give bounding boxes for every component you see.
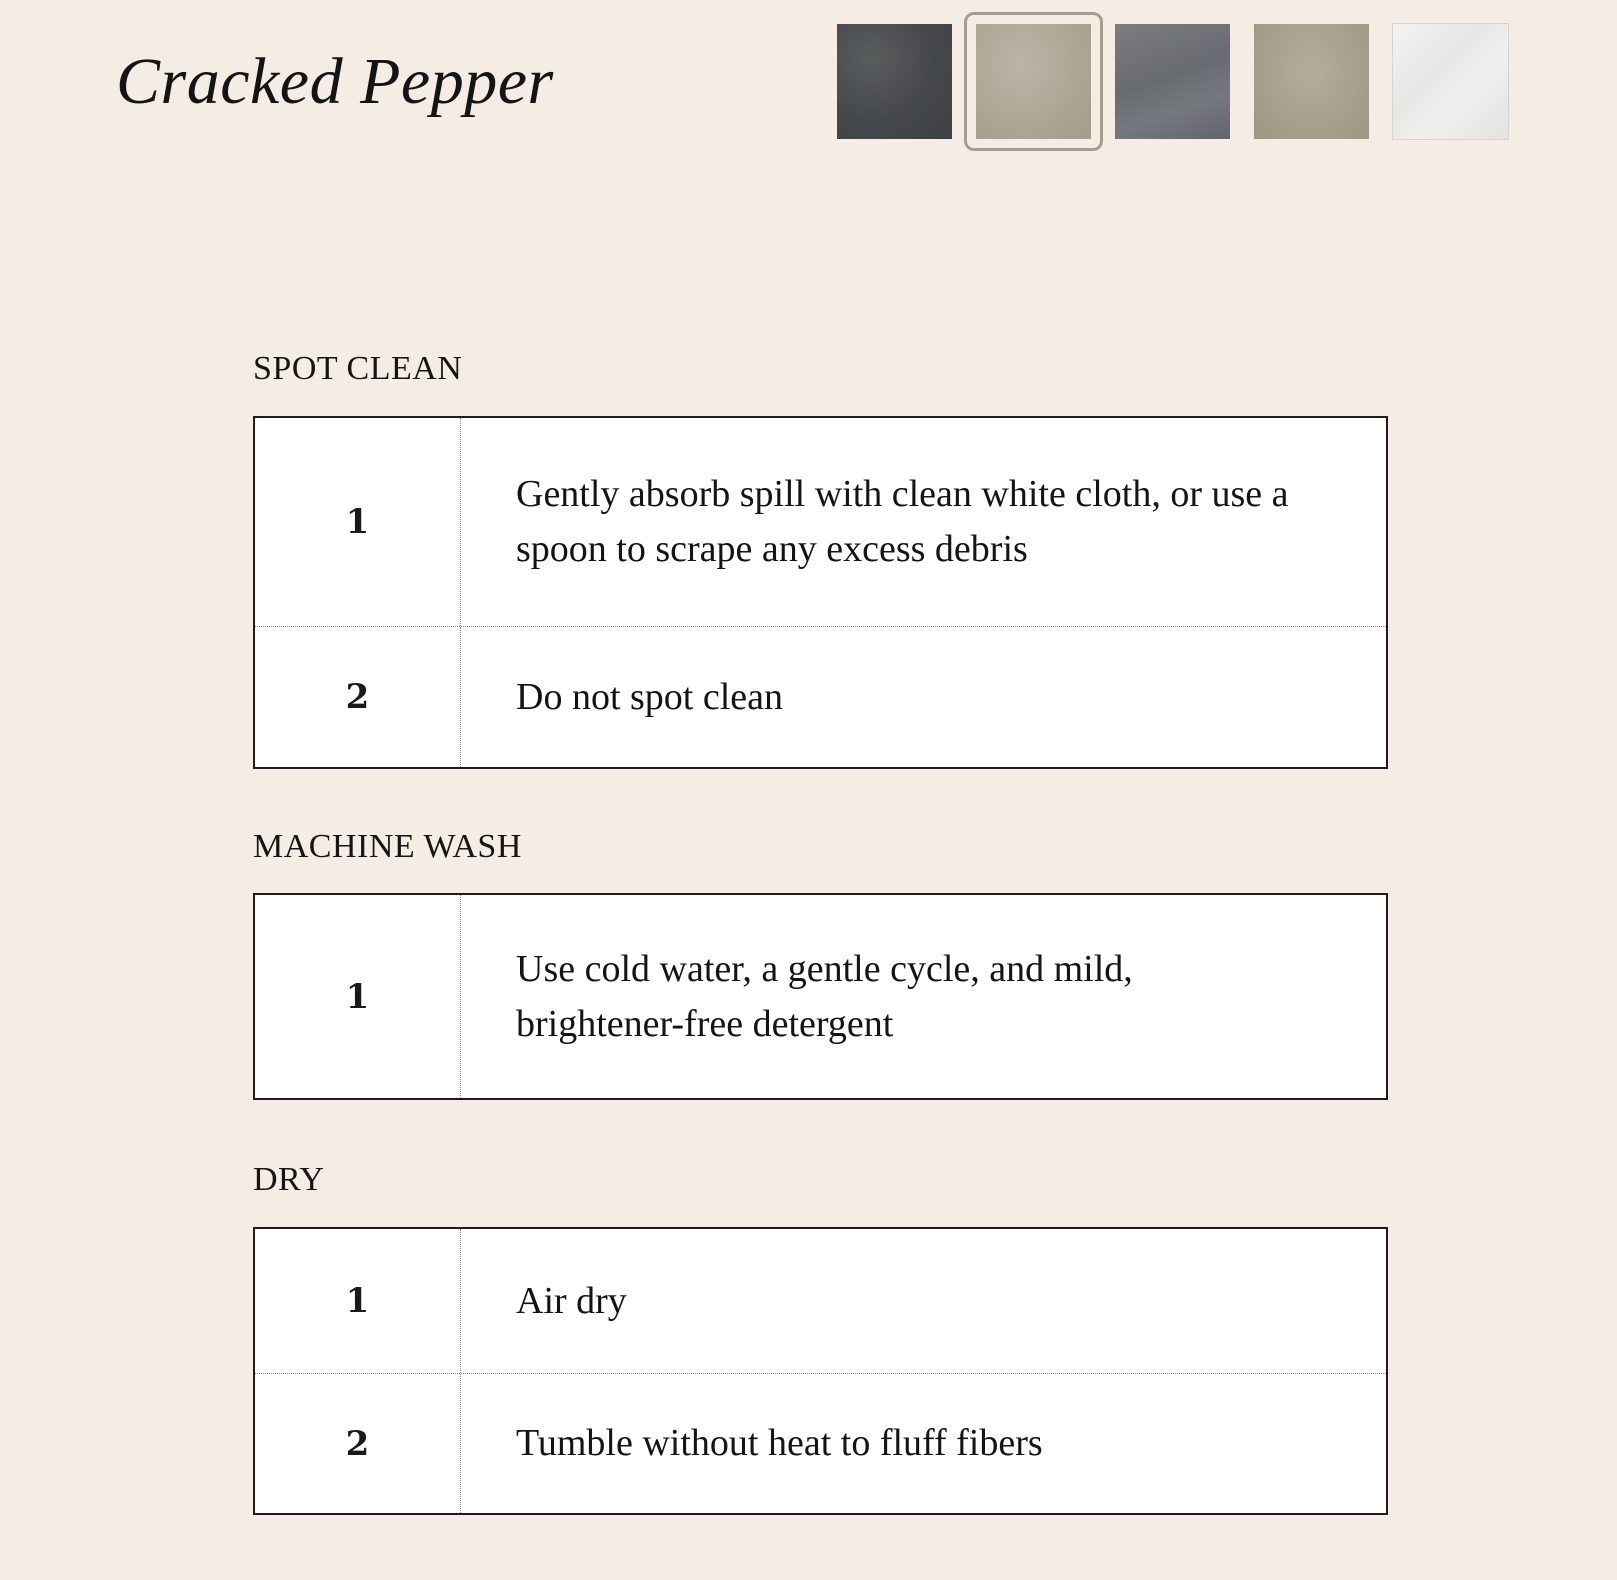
- section-spot-clean: [253, 350, 1388, 770]
- swatch-fill: [1393, 24, 1508, 139]
- step-text: Tumble without heat to fluff fibers: [516, 1422, 1043, 1464]
- step-row: [255, 1373, 1386, 1513]
- step-number: 1: [255, 1229, 461, 1373]
- section-heading: MACHINE WASH: [253, 828, 522, 865]
- product-title: Cracked Pepper: [116, 45, 554, 118]
- steps-table: [253, 416, 1388, 769]
- step-text: Air dry: [516, 1279, 627, 1322]
- swatch-fill: [976, 24, 1091, 139]
- swatch-cracked-pepper[interactable]: [976, 24, 1091, 139]
- step-row: [255, 895, 1386, 1098]
- step-text: Use cold water, a gentle cycle, and mild, brightener-free detergent: [516, 947, 1133, 1045]
- steps-table: [253, 1227, 1388, 1515]
- swatch-slate[interactable]: [1115, 24, 1230, 139]
- step-text: Do not spot clean: [516, 675, 784, 718]
- step-row: [255, 1229, 1386, 1373]
- step-number: 2: [255, 627, 461, 767]
- section-machine-wash: [253, 828, 1388, 1100]
- swatch-flax[interactable]: [1254, 24, 1369, 139]
- section-heading: SPOT CLEAN: [253, 350, 463, 387]
- step-number: 2: [255, 1374, 461, 1513]
- section-heading: DRY: [253, 1161, 325, 1198]
- step-number: 1: [255, 418, 461, 626]
- step-text: Gently absorb spill with clean white cloth, or use a spoon to scrape any excess debris: [516, 473, 1289, 570]
- step-row: [255, 418, 1386, 626]
- swatch-fill: [1115, 24, 1230, 139]
- color-swatches: [0, 0, 1617, 160]
- section-dry: [253, 1161, 1388, 1516]
- steps-table: [253, 893, 1388, 1100]
- step-row: [255, 626, 1386, 767]
- step-number: 1: [255, 895, 461, 1098]
- swatch-white[interactable]: [1393, 24, 1508, 139]
- swatch-charcoal[interactable]: [837, 24, 952, 139]
- swatch-fill: [1254, 24, 1369, 139]
- swatch-fill: [837, 24, 952, 139]
